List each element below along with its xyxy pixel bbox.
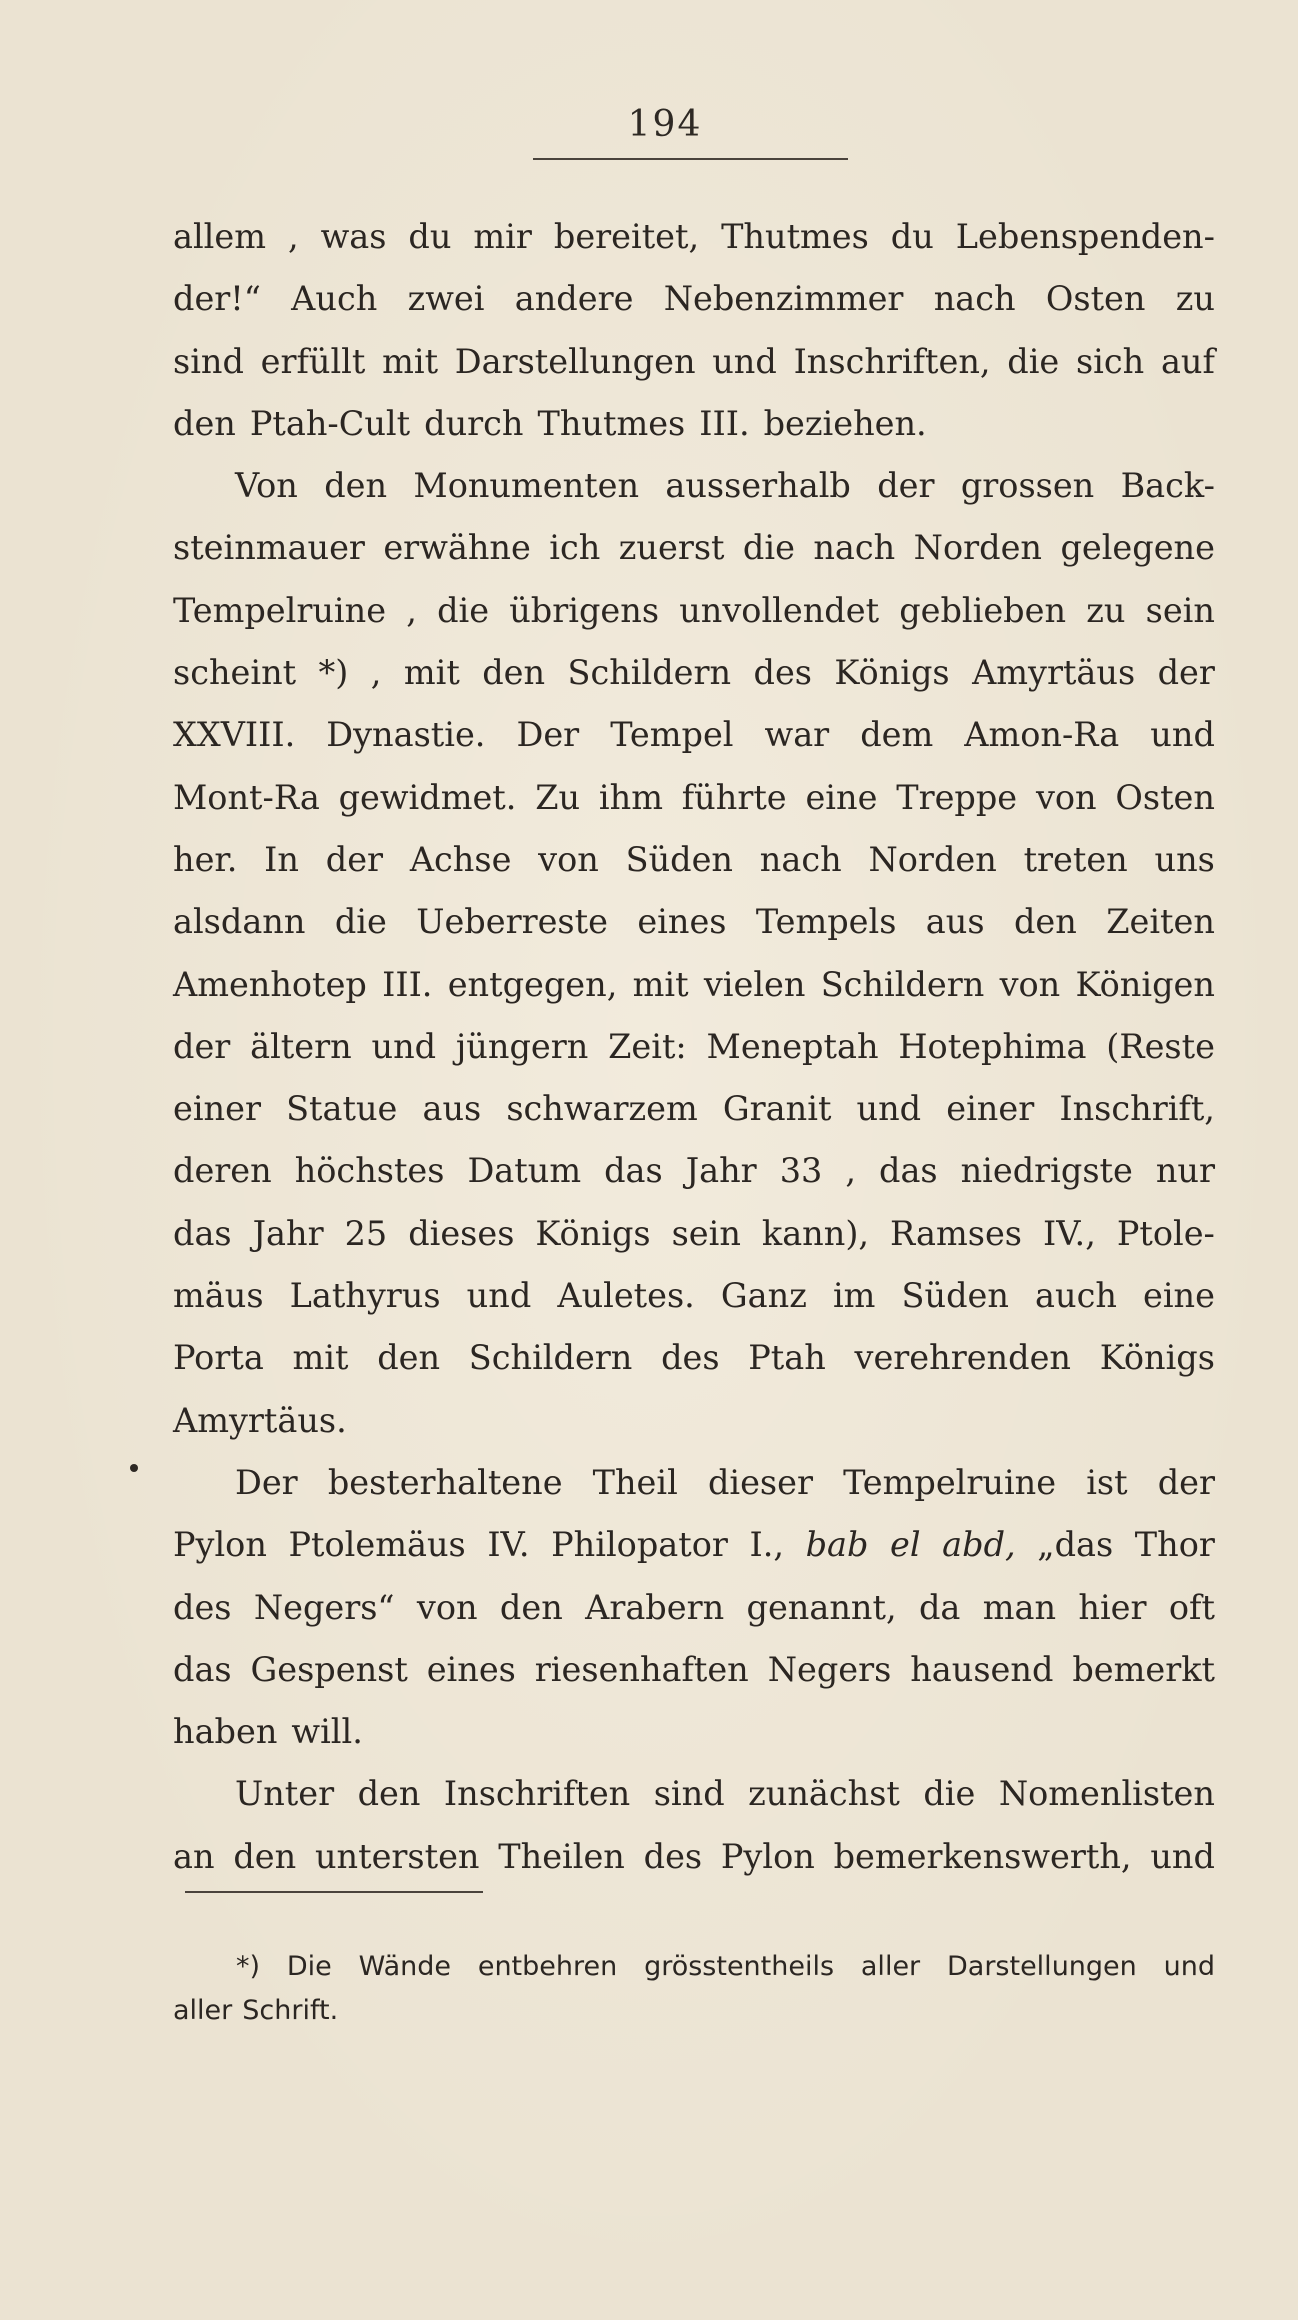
footnote-line: *) Die Wände entbehren grösstentheils aller Darstellungen und	[236, 1951, 1215, 1982]
header-rule	[533, 158, 848, 160]
page-number: 194	[627, 104, 703, 145]
text-line: das Jahr 25 dieses Königs sein kann), Ramses IV., Ptole-	[173, 1213, 1215, 1253]
text-line: sind erfüllt mit Darstellungen und Inschriften, die sich auf	[173, 341, 1215, 381]
text-line: Mont-Ra gewidmet. Zu ihm führte eine Treppe von Osten	[173, 777, 1215, 817]
body-text	[173, 206, 1215, 1888]
text-line: XXVIII. Dynastie. Der Tempel war dem Amon-Ra und	[173, 715, 1215, 755]
text-line: alsdann die Ueberreste eines Tempels aus den Zeiten	[173, 902, 1215, 942]
text-line: des Negers“ von den Arabern genannt, da man hier oft	[173, 1587, 1215, 1627]
text-line: das Gespenst eines riesenhaften Negers hausend bemerkt	[173, 1649, 1215, 1689]
text-line: mäus Lathyrus und Auletes. Ganz im Süden auch eine	[173, 1276, 1215, 1316]
text-line: her. In der Achse von Süden nach Norden treten uns	[173, 839, 1215, 879]
text-line: allem , was du mir bereitet, Thutmes du Lebenspenden-	[173, 217, 1215, 256]
text-line: scheint *) , mit den Schildern des Königs Amyrtäus der	[173, 653, 1215, 693]
footnote-line: aller Schrift.	[173, 1995, 339, 2026]
paragraph	[173, 206, 1215, 455]
paragraph	[173, 455, 1215, 1452]
text-line: steinmauer erwähne ich zuerst die nach Norden gelegene	[173, 528, 1215, 568]
paragraph	[173, 1763, 1215, 1888]
text-line: einer Statue aus schwarzem Granit und einer Inschrift,	[173, 1089, 1215, 1129]
text-line: an den untersten Theilen des Pylon bemerkenswerth, und	[173, 1836, 1215, 1876]
text-line: Der besterhaltene Theil dieser Tempelruine ist der	[235, 1462, 1215, 1502]
text-line: Porta mit den Schildern des Ptah verehrenden Königs	[173, 1338, 1215, 1378]
footnote	[173, 1945, 1215, 2033]
text-line: Von den Monumenten ausserhalb der grossen Back-	[235, 466, 1215, 506]
footnote-rule	[185, 1891, 483, 1893]
text-line: Tempelruine , die übrigens unvollendet geblieben zu sein	[173, 590, 1215, 630]
text-line: den Ptah-Cult durch Thutmes III. beziehen.	[173, 403, 927, 443]
paragraph	[173, 1452, 1215, 1763]
text-line: der ältern und jüngern Zeit: Meneptah Hotephima (Reste	[173, 1026, 1215, 1066]
text-line: Amenhotep III. entgegen, mit vielen Schildern von Königen	[173, 964, 1215, 1004]
text-line: deren höchstes Datum das Jahr 33 , das niedrigste nur	[173, 1151, 1215, 1191]
text-line: Pylon Ptolemäus IV. Philopator I., bab el abd, „das Thor	[173, 1525, 1215, 1565]
text-line: Unter den Inschriften sind zunächst die Nomenlisten	[235, 1774, 1215, 1814]
text-line: Amyrtäus.	[173, 1400, 347, 1440]
margin-mark	[130, 1464, 138, 1472]
text-line: haben will.	[173, 1712, 363, 1752]
text-line: der!“ Auch zwei andere Nebenzimmer nach Osten zu	[173, 279, 1215, 319]
